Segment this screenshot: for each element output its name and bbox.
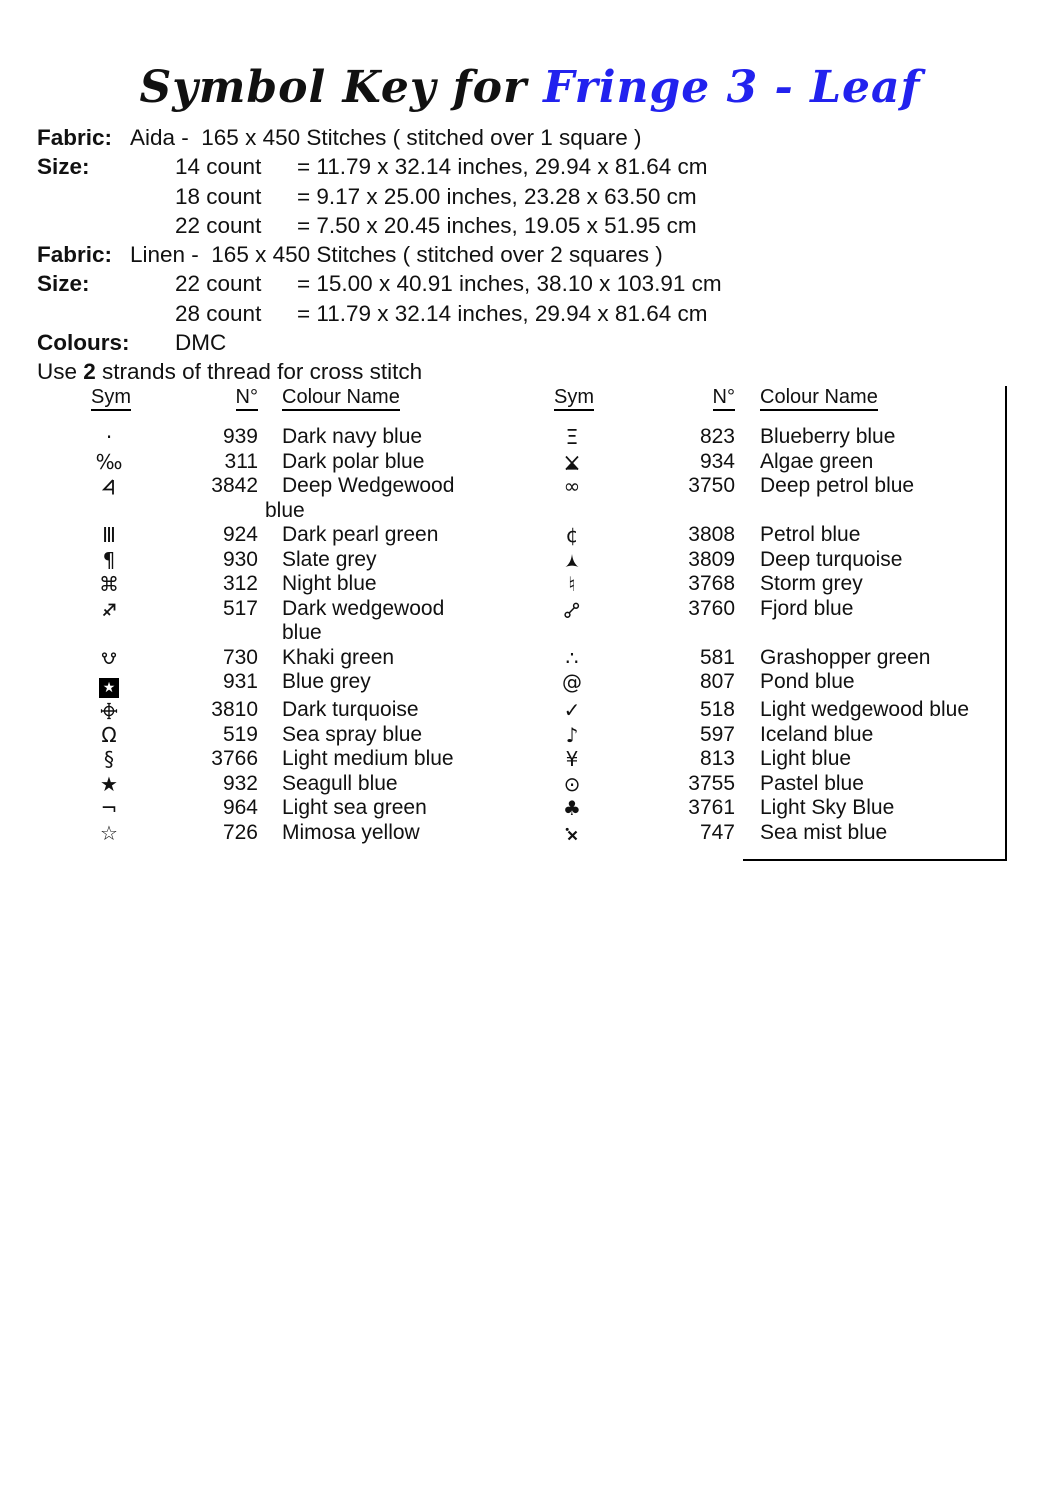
- symbol-cell: [548, 698, 596, 723]
- count-value: 28 count: [175, 300, 262, 326]
- header-number-left: N°: [133, 386, 258, 425]
- symbol-table-header-row: [85, 386, 1005, 425]
- info-label: Size:: [37, 154, 90, 180]
- circle-cross-icon: [100, 698, 118, 722]
- symbol-cell: [85, 796, 133, 821]
- symbol-cell: [548, 670, 596, 698]
- symbol-glyph: @: [562, 670, 582, 694]
- colour-name-cell: Mimosa yellow: [282, 820, 420, 844]
- info-row: [37, 299, 722, 328]
- strands-note: Use 2 strands of thread for cross stitch: [37, 359, 423, 385]
- colour-name-cell: Deep petrol blue: [760, 474, 915, 497]
- colour-name-cell: Grashopper green: [760, 645, 931, 669]
- colour-name-cell: Storm grey: [760, 572, 863, 595]
- symbol-row: [85, 772, 1005, 797]
- colour-name-cell: Khaki green: [282, 645, 395, 669]
- colour-name-cell: Dark wedgewood blue: [282, 596, 445, 644]
- number-cell: 3809: [688, 547, 735, 571]
- colour-name-cell: Sea spray blue: [282, 722, 423, 746]
- symbol-glyph: §: [104, 747, 114, 771]
- symbol-cell: [85, 450, 133, 475]
- info-value: DMC: [175, 330, 227, 356]
- info-label: Colours:: [37, 330, 130, 356]
- symbol-cell: [85, 821, 133, 846]
- number-cell: 931: [222, 670, 258, 693]
- colour-name-cell: Blue grey: [282, 670, 371, 693]
- symbol-cell: [85, 723, 133, 748]
- colour-name-cell: Slate grey: [282, 547, 377, 571]
- number-cell: 3750: [688, 474, 735, 497]
- symbol-row: [85, 548, 1005, 573]
- symbol-row: [85, 425, 1005, 450]
- symbol-glyph: ⊙: [563, 771, 581, 796]
- info-value: [175, 269, 722, 298]
- number-cell: 517: [222, 596, 258, 620]
- info-label: Fabric:: [37, 242, 113, 268]
- colour-name-cell: Dark turquoise: [282, 698, 419, 721]
- info-label: Size:: [37, 271, 90, 297]
- symbol-cell: [85, 572, 133, 597]
- column-gap: [470, 597, 548, 646]
- count-value: 22 count: [175, 271, 262, 297]
- symbol-glyph: ¢: [565, 523, 579, 547]
- number-cell: 3842: [211, 474, 258, 497]
- symbol-row: [85, 698, 1005, 723]
- number-cell: 932: [222, 771, 258, 795]
- number-cell: 747: [699, 820, 735, 844]
- symbol-glyph: ⌘: [99, 572, 119, 596]
- column-gap: [470, 523, 548, 548]
- symbol-glyph: ♮: [568, 572, 576, 596]
- symbol-glyph: ‰: [95, 449, 123, 474]
- symbol-row: [85, 523, 1005, 548]
- arrow-cross-icon: [100, 597, 118, 621]
- number-cell: 3760: [688, 596, 735, 620]
- symbol-cell: [85, 523, 133, 548]
- colour-name-cell: Dark pearl green: [282, 523, 439, 546]
- page-title: [0, 62, 1060, 113]
- symbol-glyph: ♪: [565, 722, 579, 747]
- column-gap: [470, 747, 548, 772]
- symbol-cell: [548, 572, 596, 597]
- colour-name-cell: Sea mist blue: [760, 820, 888, 844]
- symbol-cell: [548, 747, 596, 772]
- header-colour-name-left: Colour Name: [258, 386, 470, 425]
- dimensions-value: = 9.17 x 25.00 inches, 23.28 x 63.50 cm: [297, 183, 697, 209]
- number-cell: 311: [224, 449, 258, 473]
- info-row: [37, 152, 722, 181]
- colour-name-continuation: blue: [265, 498, 305, 522]
- column-gap: [470, 698, 548, 723]
- symbol-cell: [548, 796, 596, 821]
- symbol-row: [85, 597, 1005, 646]
- concave-arrowhead-icon: [563, 548, 581, 572]
- symbol-row: [85, 821, 1005, 846]
- info-label: [37, 211, 175, 240]
- column-gap: [470, 772, 548, 797]
- colour-name-cell: Algae green: [760, 449, 874, 473]
- number-cell: 924: [222, 523, 258, 546]
- column-gap: [470, 474, 548, 523]
- symbol-cell: [548, 723, 596, 748]
- symbol-glyph: ∞: [563, 474, 581, 498]
- info-value: Linen - 165 x 450 Stitches ( stitched over 2 squares ): [130, 242, 663, 268]
- number-cell: 3768: [688, 572, 735, 595]
- number-cell: 581: [699, 645, 735, 669]
- symbol-row: [85, 646, 1005, 671]
- colour-name-cell: Blueberry blue: [760, 425, 896, 448]
- count-value: 22 count: [175, 212, 262, 238]
- colour-name-cell: Fjord blue: [760, 596, 854, 620]
- number-cell: 934: [699, 449, 735, 473]
- symbol-cell: [85, 747, 133, 772]
- number-cell: 3808: [688, 523, 735, 546]
- colour-name-cell: Light sea green: [282, 796, 427, 819]
- symbol-row: [85, 450, 1005, 475]
- header-colour-name-right: Colour Name: [735, 386, 1005, 425]
- column-gap: [470, 646, 548, 671]
- symbol-row: [85, 796, 1005, 821]
- symbol-glyph: ♣: [563, 796, 581, 820]
- colour-name-cell: Light blue: [760, 747, 852, 770]
- symbol-row: [85, 723, 1005, 748]
- column-gap: [470, 450, 548, 475]
- column-gap: [470, 572, 548, 597]
- symbol-glyph: Ω: [101, 722, 117, 747]
- info-block: [37, 123, 722, 387]
- symbol-table-body: [85, 425, 1005, 845]
- info-label: [37, 299, 175, 328]
- symbol-row: [85, 572, 1005, 597]
- number-cell: 597: [699, 722, 735, 746]
- u-circles-icon: [100, 646, 118, 670]
- title-accent: Fringe 3 - Leaf: [543, 62, 921, 113]
- colour-name-cell: Pond blue: [760, 670, 855, 693]
- info-value: [175, 299, 707, 328]
- dimensions-value: = 7.50 x 20.45 inches, 19.05 x 51.95 cm: [297, 212, 697, 238]
- symbol-cell: [85, 597, 133, 646]
- header-sym-left: Sym: [85, 386, 133, 425]
- colour-name-cell: Deep turquoise: [760, 547, 903, 571]
- dimensions-value: = 11.79 x 32.14 inches, 29.94 x 81.64 cm: [297, 154, 708, 180]
- symbol-row: [85, 747, 1005, 772]
- symbol-cell: [548, 597, 596, 646]
- column-gap: [470, 796, 548, 821]
- column-gap: [470, 425, 548, 450]
- symbol-row: [85, 474, 1005, 523]
- colour-name-cell: Dark navy blue: [282, 425, 423, 448]
- x-filled-triangle-icon: [563, 450, 581, 474]
- colour-name-cell: Deep Wedgewood blue: [258, 474, 470, 523]
- column-gap: [470, 670, 548, 698]
- info-row: [37, 123, 722, 152]
- number-cell: 807: [699, 670, 735, 693]
- symbol-cell: [548, 548, 596, 573]
- number-cell: 939: [222, 425, 258, 448]
- info-row: [37, 328, 722, 357]
- number-cell: 519: [222, 722, 258, 746]
- number-cell: 964: [222, 796, 258, 819]
- info-value: [175, 182, 697, 211]
- column-gap: [470, 821, 548, 846]
- x-dot-icon: [563, 821, 581, 845]
- colour-name-cell: Light Sky Blue: [760, 796, 895, 819]
- count-value: 18 count: [175, 183, 262, 209]
- symbol-cell: [85, 425, 133, 450]
- header-number-right: N°: [596, 386, 735, 425]
- linked-circles-icon: [563, 597, 581, 621]
- info-row: [37, 211, 722, 240]
- symbol-row: [85, 670, 1005, 698]
- colour-name-cell: Iceland blue: [760, 722, 874, 746]
- number-cell: 730: [222, 645, 258, 669]
- number-cell: 3810: [211, 698, 258, 721]
- symbol-cell: [85, 670, 133, 698]
- number-cell: 3761: [688, 796, 735, 819]
- dimensions-value: = 15.00 x 40.91 inches, 38.10 x 103.91 cm: [297, 271, 722, 297]
- number-cell: 3766: [211, 747, 258, 770]
- symbol-glyph: Ⅲ: [102, 523, 116, 547]
- info-value: [175, 211, 697, 240]
- symbol-glyph: ¶: [102, 547, 116, 572]
- symbol-cell: [85, 646, 133, 671]
- symbol-glyph: ¥: [565, 747, 579, 771]
- symbol-glyph: Ξ: [565, 425, 579, 449]
- open-four-icon: [100, 474, 118, 498]
- colour-name-cell: Light medium blue: [282, 747, 454, 770]
- symbol-glyph: ★: [100, 771, 118, 796]
- colour-name-cell: Night blue: [282, 572, 377, 595]
- number-cell: 312: [222, 572, 258, 595]
- info-value: Aida - 165 x 450 Stitches ( stitched over 1 square ): [130, 125, 642, 150]
- info-row: [37, 240, 722, 269]
- column-gap: [470, 548, 548, 573]
- symbol-glyph: ∴: [565, 645, 579, 670]
- symbol-cell: [85, 772, 133, 797]
- dimensions-value: = 11.79 x 32.14 inches, 29.94 x 81.64 cm: [297, 300, 708, 326]
- number-cell: 813: [699, 747, 735, 770]
- colour-name-cell: Light wedgewood blue: [760, 698, 969, 721]
- number-cell: 823: [699, 425, 735, 448]
- symbol-table-box: [85, 386, 1007, 861]
- symbol-cell: [548, 772, 596, 797]
- info-value: [175, 152, 707, 181]
- number-cell: 518: [699, 698, 735, 721]
- column-gap: [470, 723, 548, 748]
- colour-name-cell: Petrol blue: [760, 523, 861, 546]
- info-row: [37, 269, 722, 298]
- info-label: Fabric:: [37, 125, 113, 150]
- header-gap: [470, 386, 548, 425]
- strands-count: 2: [83, 359, 96, 385]
- colour-name-cell: Seagull blue: [282, 771, 398, 795]
- symbol-glyph: ✓: [563, 698, 581, 722]
- symbol-cell: [548, 450, 596, 475]
- symbol-glyph: ¬: [100, 796, 118, 820]
- header-sym-right: Sym: [548, 386, 596, 425]
- symbol-cell: [548, 425, 596, 450]
- count-value: 14 count: [175, 154, 262, 180]
- symbol-cell: [85, 548, 133, 573]
- number-cell: 930: [222, 547, 258, 571]
- colour-name-cell: Dark polar blue: [282, 449, 425, 473]
- symbol-cell: [548, 523, 596, 548]
- symbol-cell: [85, 698, 133, 723]
- symbol-cell: [548, 821, 596, 846]
- symbol-cell: [548, 474, 596, 523]
- symbol-glyph: ·: [105, 425, 113, 449]
- title-text: Symbol Key for: [139, 62, 528, 113]
- symbol-glyph: ☆: [100, 820, 118, 845]
- info-label: [37, 182, 175, 211]
- number-cell: 3755: [688, 771, 735, 795]
- colour-name-cell: Pastel blue: [760, 771, 864, 795]
- info-row: [37, 182, 722, 211]
- boxed-star-icon: ★: [99, 678, 119, 698]
- symbol-cell: [548, 646, 596, 671]
- symbol-table: [85, 386, 1005, 845]
- symbol-cell: [85, 474, 133, 523]
- number-cell: 726: [222, 820, 258, 844]
